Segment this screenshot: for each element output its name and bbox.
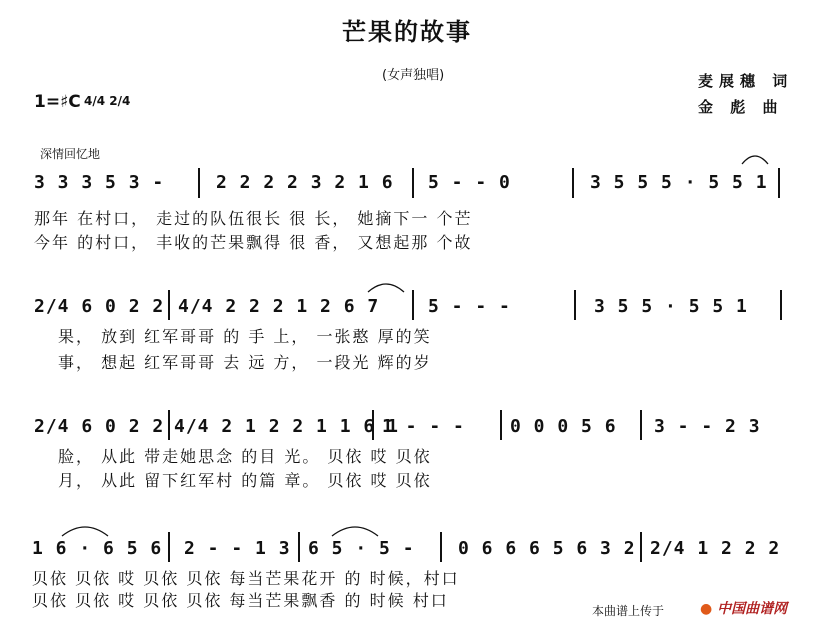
lyrics-1-verse-1: 那年 在村口， 走过的队伍很长 很 长， 她摘下一 个芒 bbox=[34, 209, 473, 228]
measure-1-3: 5 - - 0 bbox=[428, 172, 511, 193]
measure-2-4: 3 5 5 · 5 5 1 bbox=[594, 296, 748, 317]
composer-credit: 金 彪 曲 bbox=[698, 98, 784, 116]
measure-1-4: 3 5 5 5 · 5 5 1 bbox=[590, 172, 768, 193]
measure-3-3: 1 - - - bbox=[382, 416, 465, 437]
lyricist-credit: 麦展穗 词 bbox=[698, 72, 794, 90]
measure-3-5: 3 - - 2 3 bbox=[654, 416, 761, 437]
tempo-marking: 深情回忆地 bbox=[40, 147, 101, 161]
site-logo[interactable]: ● 中国曲谱网 bbox=[700, 598, 787, 618]
lyrics-2-verse-2: 事， 想起 红军哥哥 去 远 方， 一段光 辉的岁 bbox=[58, 353, 432, 372]
lyrics-3-verse-1: 脸， 从此 带走她思念 的目 光。 贝依 哎 贝依 bbox=[58, 447, 432, 466]
key-signature: 1=♯C bbox=[34, 92, 81, 112]
measure-4-1: 1 6 · 6 5 6 bbox=[32, 538, 163, 559]
slur-arc bbox=[366, 280, 406, 294]
measure-1-1: 3 3 3 5 3 - bbox=[34, 172, 165, 193]
measure-4-5: 2/4 1 2 2 2 bbox=[650, 538, 781, 559]
slur-arc bbox=[60, 522, 110, 538]
slur-arc bbox=[330, 522, 380, 538]
upload-note: 本曲谱上传于 bbox=[592, 604, 665, 618]
measure-2-3: 5 - - - bbox=[428, 296, 511, 317]
lyrics-3-verse-2: 月， 从此 留下红军村 的篇 章。 贝依 哎 贝依 bbox=[58, 471, 432, 490]
measure-3-4: 0 0 0 5 6 bbox=[510, 416, 617, 437]
measure-4-2: 2 - - 1 3 bbox=[184, 538, 291, 559]
measure-3-1: 2/4 6 0 2 2 bbox=[34, 416, 165, 437]
lyrics-2-verse-1: 果， 放到 红军哥哥 的 手 上， 一张憨 厚的笑 bbox=[58, 327, 432, 346]
measure-2-1: 2/4 6 0 2 2 bbox=[34, 296, 165, 317]
measure-1-2: 2 2 2 2 3 2 1 6 bbox=[216, 172, 394, 193]
page-title: 芒果的故事 bbox=[342, 18, 472, 46]
measure-4-4: 0 6 6 6 5 6 3 2 bbox=[458, 538, 636, 559]
subtitle: (女声独唱) bbox=[382, 68, 445, 83]
measure-4-3: 6 5 · 5 - bbox=[308, 538, 415, 559]
measure-3-2: 4/4 2 1 2 2 1 1 6 1 bbox=[174, 416, 399, 437]
lyrics-4-verse-2: 贝依 贝依 哎 贝依 贝依 每当芒果飘香 的 时候 村口 bbox=[32, 591, 449, 610]
time-signatures: 4/4 2/4 bbox=[84, 94, 131, 108]
measure-2-2: 4/4 2 2 2 1 2 6 7 bbox=[178, 296, 380, 317]
lyrics-4-verse-1: 贝依 贝依 哎 贝依 贝依 每当芒果花开 的 时候，村口 bbox=[32, 569, 460, 588]
slur-arc bbox=[740, 152, 770, 166]
lyrics-1-verse-2: 今年 的村口， 丰收的芒果飘得 很 香， 又想起那 个故 bbox=[34, 233, 473, 252]
